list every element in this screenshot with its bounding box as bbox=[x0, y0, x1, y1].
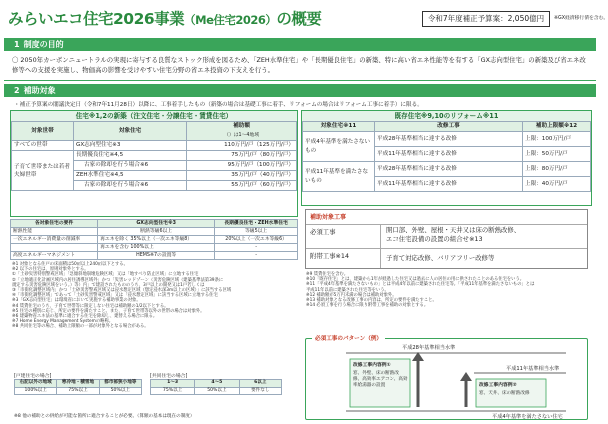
mini-cell: 50%以上 bbox=[195, 387, 239, 395]
subsidy-note: ・補正予算案の閣議決定日（令和7年11月28日）以降に、工事着手したもの（新築の場合は基礎工事に着手、リフォームの場合はリフォーム工事に着手）に限る。 bbox=[14, 102, 423, 108]
req-col-0: 各対象住宅の要件 bbox=[11, 220, 98, 228]
req-cell: 等級5以上 bbox=[215, 228, 298, 236]
title-sub: （Me住宅2026） bbox=[184, 13, 277, 27]
optional-text: 子育て対応改修、バリアフリー改修等 bbox=[386, 254, 495, 262]
table-row bbox=[303, 132, 591, 147]
col-amount-sub: （）は1～4地域 bbox=[224, 133, 260, 138]
foot-note: ※8 他の補助との併給が可能な箇所に適合することが必要。（算額の基本は現在の制度） bbox=[14, 414, 195, 419]
note-line: ※14 必須工事を行う場合に限り附帯工事を補助の対象とする。 bbox=[306, 303, 429, 309]
title-main: みらいエコ住宅2026事業 bbox=[8, 10, 185, 28]
note-line: 規定する災害危険区域をいう。）等）内」で建設されたもののうち、3戸以上の開発又は1戸若しくは bbox=[12, 282, 205, 288]
construction-requirements bbox=[305, 209, 588, 269]
reform-head: 既存住宅※9,10のリフォーム※11 bbox=[302, 111, 591, 121]
new-build-head: 住宅※1,2の新築（注文住宅・分譲住宅・賃貸住宅） bbox=[11, 111, 297, 121]
reform-limit: 上限：50万円/戸 bbox=[523, 147, 591, 162]
mini-cell: 75%以上 bbox=[151, 387, 195, 395]
note-line: ※6 建築物省エネ法の基準に適合する住宅を除却し、建替える場合に限る。 bbox=[12, 314, 158, 320]
mini-left-caption: [戸建住宅の場合] bbox=[14, 374, 52, 379]
reform-group-1: 平成4年基準を満たさないもの bbox=[303, 132, 375, 162]
mini-cell: 4～5 bbox=[195, 380, 239, 388]
note-line: ※5 住宅の種別に応じ、所定の要件を満たすこと。また、子育て世帯等以外の世帯の場合は対象外。 bbox=[12, 308, 205, 314]
mini-cell: 要件なし bbox=[239, 387, 281, 395]
budget-box: 令和7年度補正予算案：2,050億円 bbox=[422, 11, 550, 27]
req-cell: 再エネを除く 35%以上（一次エネ等級8） bbox=[98, 236, 215, 244]
amount-cell: 110万円/戸（125万円/戸） bbox=[187, 141, 297, 151]
pattern-tag: 必須工事のパターン（例） bbox=[312, 334, 385, 342]
example-2-title: 改修工事内容例② bbox=[479, 383, 517, 388]
reform-content: 平成28年基準相当に達する改修 bbox=[375, 162, 523, 177]
req-head: 補助対象工事 bbox=[310, 214, 347, 221]
note-line: ※12 補助額が5万円未満の場合は補助対象外。 bbox=[306, 292, 397, 298]
table-row bbox=[11, 236, 298, 244]
example-2-text: 窓、天井、床の断熱改修 bbox=[479, 391, 530, 396]
reform-limit: 上限：80万円/戸 bbox=[523, 162, 591, 177]
pattern-diagram bbox=[305, 338, 588, 420]
section-1-label: 制度の目的 bbox=[23, 40, 64, 49]
mini-table-apartment bbox=[150, 379, 282, 395]
note-line: ※10「既存住宅」とは、建築から1年が経過した住宅又は過去に人の居住の用に供されたことのある住宅をいう。 bbox=[306, 277, 525, 283]
title-bar bbox=[4, 3, 608, 33]
purpose-text: 〇 2050年カーボンニュートラルの実現に寄与する良質なストック形成を図るため、「ZEH水準住宅」や「長期優良住宅」の新築、特に高い省エネ性能等を有する「GX志向型住宅」の新築及び省エネ改修等への支援を実施し、物価高の影響を受けやすい住宅分野の省エネ投資の下支えを行う。 bbox=[4, 52, 596, 81]
house-cell: ZEH水準住宅※4,5 bbox=[74, 171, 187, 181]
requirements-table bbox=[10, 219, 298, 260]
amount-cell: 55万円/戸（60万円/戸） bbox=[187, 181, 297, 191]
req-cell: - bbox=[215, 244, 298, 252]
house-cell: 古家の除却を行う場合※6 bbox=[74, 161, 187, 171]
req-cell: 一次エネルギー消費量の削減率 bbox=[11, 236, 98, 244]
mandatory-label: 必須工事 bbox=[306, 225, 381, 248]
note-line: ※1 対象となる住戸の床面積は50㎡以上240㎡以下とする。 bbox=[12, 262, 128, 267]
reform-content: 平成11年基準相当に達する改修 bbox=[375, 177, 523, 192]
mini-cell: 右記以外の地域 bbox=[15, 380, 57, 388]
req-cell: 高度エネルギーマネジメント bbox=[11, 252, 98, 260]
notes-left bbox=[12, 262, 296, 330]
req-cell: - bbox=[215, 252, 298, 260]
mini-table-detached bbox=[14, 379, 142, 395]
mini-right-caption: [共同住宅の場合] bbox=[150, 374, 188, 379]
mini-cell: 50%以上 bbox=[99, 387, 141, 395]
note-line: ※2 以下の住宅は、原則対象外とする。 bbox=[12, 267, 89, 273]
table-row bbox=[12, 141, 297, 151]
reform-content: 平成28年基準相当に達する改修 bbox=[375, 132, 523, 147]
req-col-2: 長期優良住宅・ZEH水準住宅 bbox=[215, 220, 298, 228]
example-1-title: 改修工事内容例① bbox=[353, 363, 391, 368]
arrow-2-head bbox=[460, 372, 472, 381]
pattern-svg bbox=[306, 339, 589, 421]
amount-cell: 35万円/戸（40万円/戸） bbox=[187, 171, 297, 181]
section-1-header bbox=[4, 38, 596, 51]
section-2-number: 2 bbox=[14, 86, 20, 95]
req-cell: HEMS※7の設置等 bbox=[98, 252, 215, 260]
note-line: ①「土砂災害特別警戒区域」「急傾斜地崩壊危険区域」又は「地すべり防止区域」に立地する住宅 bbox=[12, 272, 199, 278]
req-cell: 断熱等級6以上 bbox=[98, 228, 215, 236]
section-2-header bbox=[4, 84, 596, 97]
amount-cell: 75万円/戸（80万円/戸） bbox=[187, 151, 297, 161]
table-row bbox=[303, 162, 591, 177]
budget-note: ※GX経済移行債を含む。 bbox=[554, 16, 608, 21]
reform-content: 平成11年基準相当に達する改修 bbox=[375, 147, 523, 162]
level-low-label: 平成4年基準を満たさない住宅 bbox=[492, 414, 563, 420]
table-row bbox=[11, 252, 298, 260]
table-row bbox=[11, 228, 298, 236]
note-line: ※9 賃貸住宅を含む。 bbox=[306, 272, 349, 277]
note-line: ④「市街化調整区域」であって「土砂災害警戒区域」又は「浸水想定区域」に該当する区域に立地する住宅 bbox=[12, 293, 218, 299]
amount-cell: 95万円/戸（100万円/戸） bbox=[187, 161, 297, 171]
note-line: ③「市街化調整区域内」かつ「土砂災害警戒区域又は浸水想定区域（想定浸水深3m以上の区域）」に該当する区域 bbox=[12, 288, 232, 294]
mini-cell: 都市部狭小地等 bbox=[99, 380, 141, 388]
col-reform-limit: 補助上限額※12 bbox=[523, 122, 591, 132]
all-households: すべての世帯 bbox=[12, 141, 74, 151]
mini-cell: 6以上 bbox=[239, 380, 281, 388]
example-1-text: 窓、外壁、床の断熱改修、高効率エアコン、高効率給湯器の設置 bbox=[353, 371, 408, 388]
note-line: ※3「GX志向型住宅」は環境省において実施する補助事業の対象。 bbox=[12, 298, 141, 304]
note-line: ※4 賃貸住宅のうち、子育て世帯等に限定しない住宅は補助額の1/2以下とする。 bbox=[12, 303, 169, 309]
col-house: 対象住宅 bbox=[74, 122, 187, 141]
table-row bbox=[12, 151, 297, 161]
section-2-label: 補助対象 bbox=[23, 86, 56, 95]
col-amount bbox=[187, 122, 297, 141]
reform-limit: 上限：100万円/戸 bbox=[523, 132, 591, 147]
reform-box bbox=[301, 110, 592, 206]
req-col-1: GX志向型住宅※3 bbox=[98, 220, 215, 228]
table-row bbox=[11, 244, 298, 252]
mandatory-text-2: エコ住宅設備の設置の組合せ※13 bbox=[386, 235, 483, 243]
col-target: 対象世帯 bbox=[12, 122, 74, 141]
new-build-box bbox=[10, 110, 298, 217]
note-line: ②「立地適正化計画区域内の居住誘導区域外」かつ「災害レッドゾーン（災害危険区域（建築基準法第39条に bbox=[12, 277, 224, 283]
mini-cell: 1～3 bbox=[151, 380, 195, 388]
mini-cell: 75%以上 bbox=[57, 387, 99, 395]
note-line: ※11「平成4年基準を満たさないもの」とは平成4年以前に建築された住宅等。「平成11年基準を満たさないもの」とは bbox=[306, 282, 535, 288]
notes-right bbox=[306, 272, 592, 308]
section-1-number: 1 bbox=[14, 40, 20, 49]
page-title bbox=[8, 7, 321, 29]
col-reform-content: 改修工事 bbox=[375, 122, 523, 132]
req-cell: 20%以上（一次エネ等級6） bbox=[215, 236, 298, 244]
house-cell: 長期優良住宅※4,5 bbox=[74, 151, 187, 161]
house-cell: 古家の除却を行う場合※6 bbox=[74, 181, 187, 191]
reform-table bbox=[302, 121, 591, 192]
note-line: 平成11年以前に建築された住宅等をいう。 bbox=[306, 287, 389, 293]
note-line: ※8 共同住宅等の場合、補助上限額の一部が対象外となる場合がある。 bbox=[12, 324, 149, 330]
title-suffix: の概要 bbox=[276, 10, 322, 28]
new-build-table bbox=[11, 121, 297, 191]
req-cell: 再エネを含む 100%以上 bbox=[98, 244, 215, 252]
mandatory-row bbox=[306, 224, 587, 248]
note-line: ※7 Home Energy Management Systemの略称。 bbox=[12, 319, 114, 325]
req-cell: 断熱性能 bbox=[11, 228, 98, 236]
house-cell: GX志向型住宅※3 bbox=[74, 141, 187, 151]
mandatory-text bbox=[386, 226, 520, 244]
optional-label: 附帯工事※14 bbox=[306, 249, 381, 268]
note-line: ※13 補助対象となる改修工事の内容は、所定の要件を満たすこと。 bbox=[306, 298, 437, 304]
level-top-label: 平成28年基準相当水準 bbox=[402, 345, 456, 351]
reform-limit: 上限：40万円/戸 bbox=[523, 177, 591, 192]
level-mid-label: 平成11年基準相当水準 bbox=[506, 366, 560, 372]
col-reform-target: 対象住宅※11 bbox=[303, 122, 375, 132]
req-cell bbox=[11, 244, 98, 252]
optional-row bbox=[306, 248, 587, 268]
child-households: 子育て世帯または若者夫婦世帯 bbox=[12, 151, 74, 191]
mini-cell: 100%以上 bbox=[15, 387, 57, 395]
col-amount-label: 補助額 bbox=[233, 123, 250, 129]
mini-cell: 寒冷地・積雪地 bbox=[57, 380, 99, 388]
reform-group-2: 平成11年基準を満たさないもの bbox=[303, 162, 375, 192]
mandatory-text-1: 開口部、外壁、屋根・天井又は床の断熱改修、 bbox=[386, 226, 521, 234]
